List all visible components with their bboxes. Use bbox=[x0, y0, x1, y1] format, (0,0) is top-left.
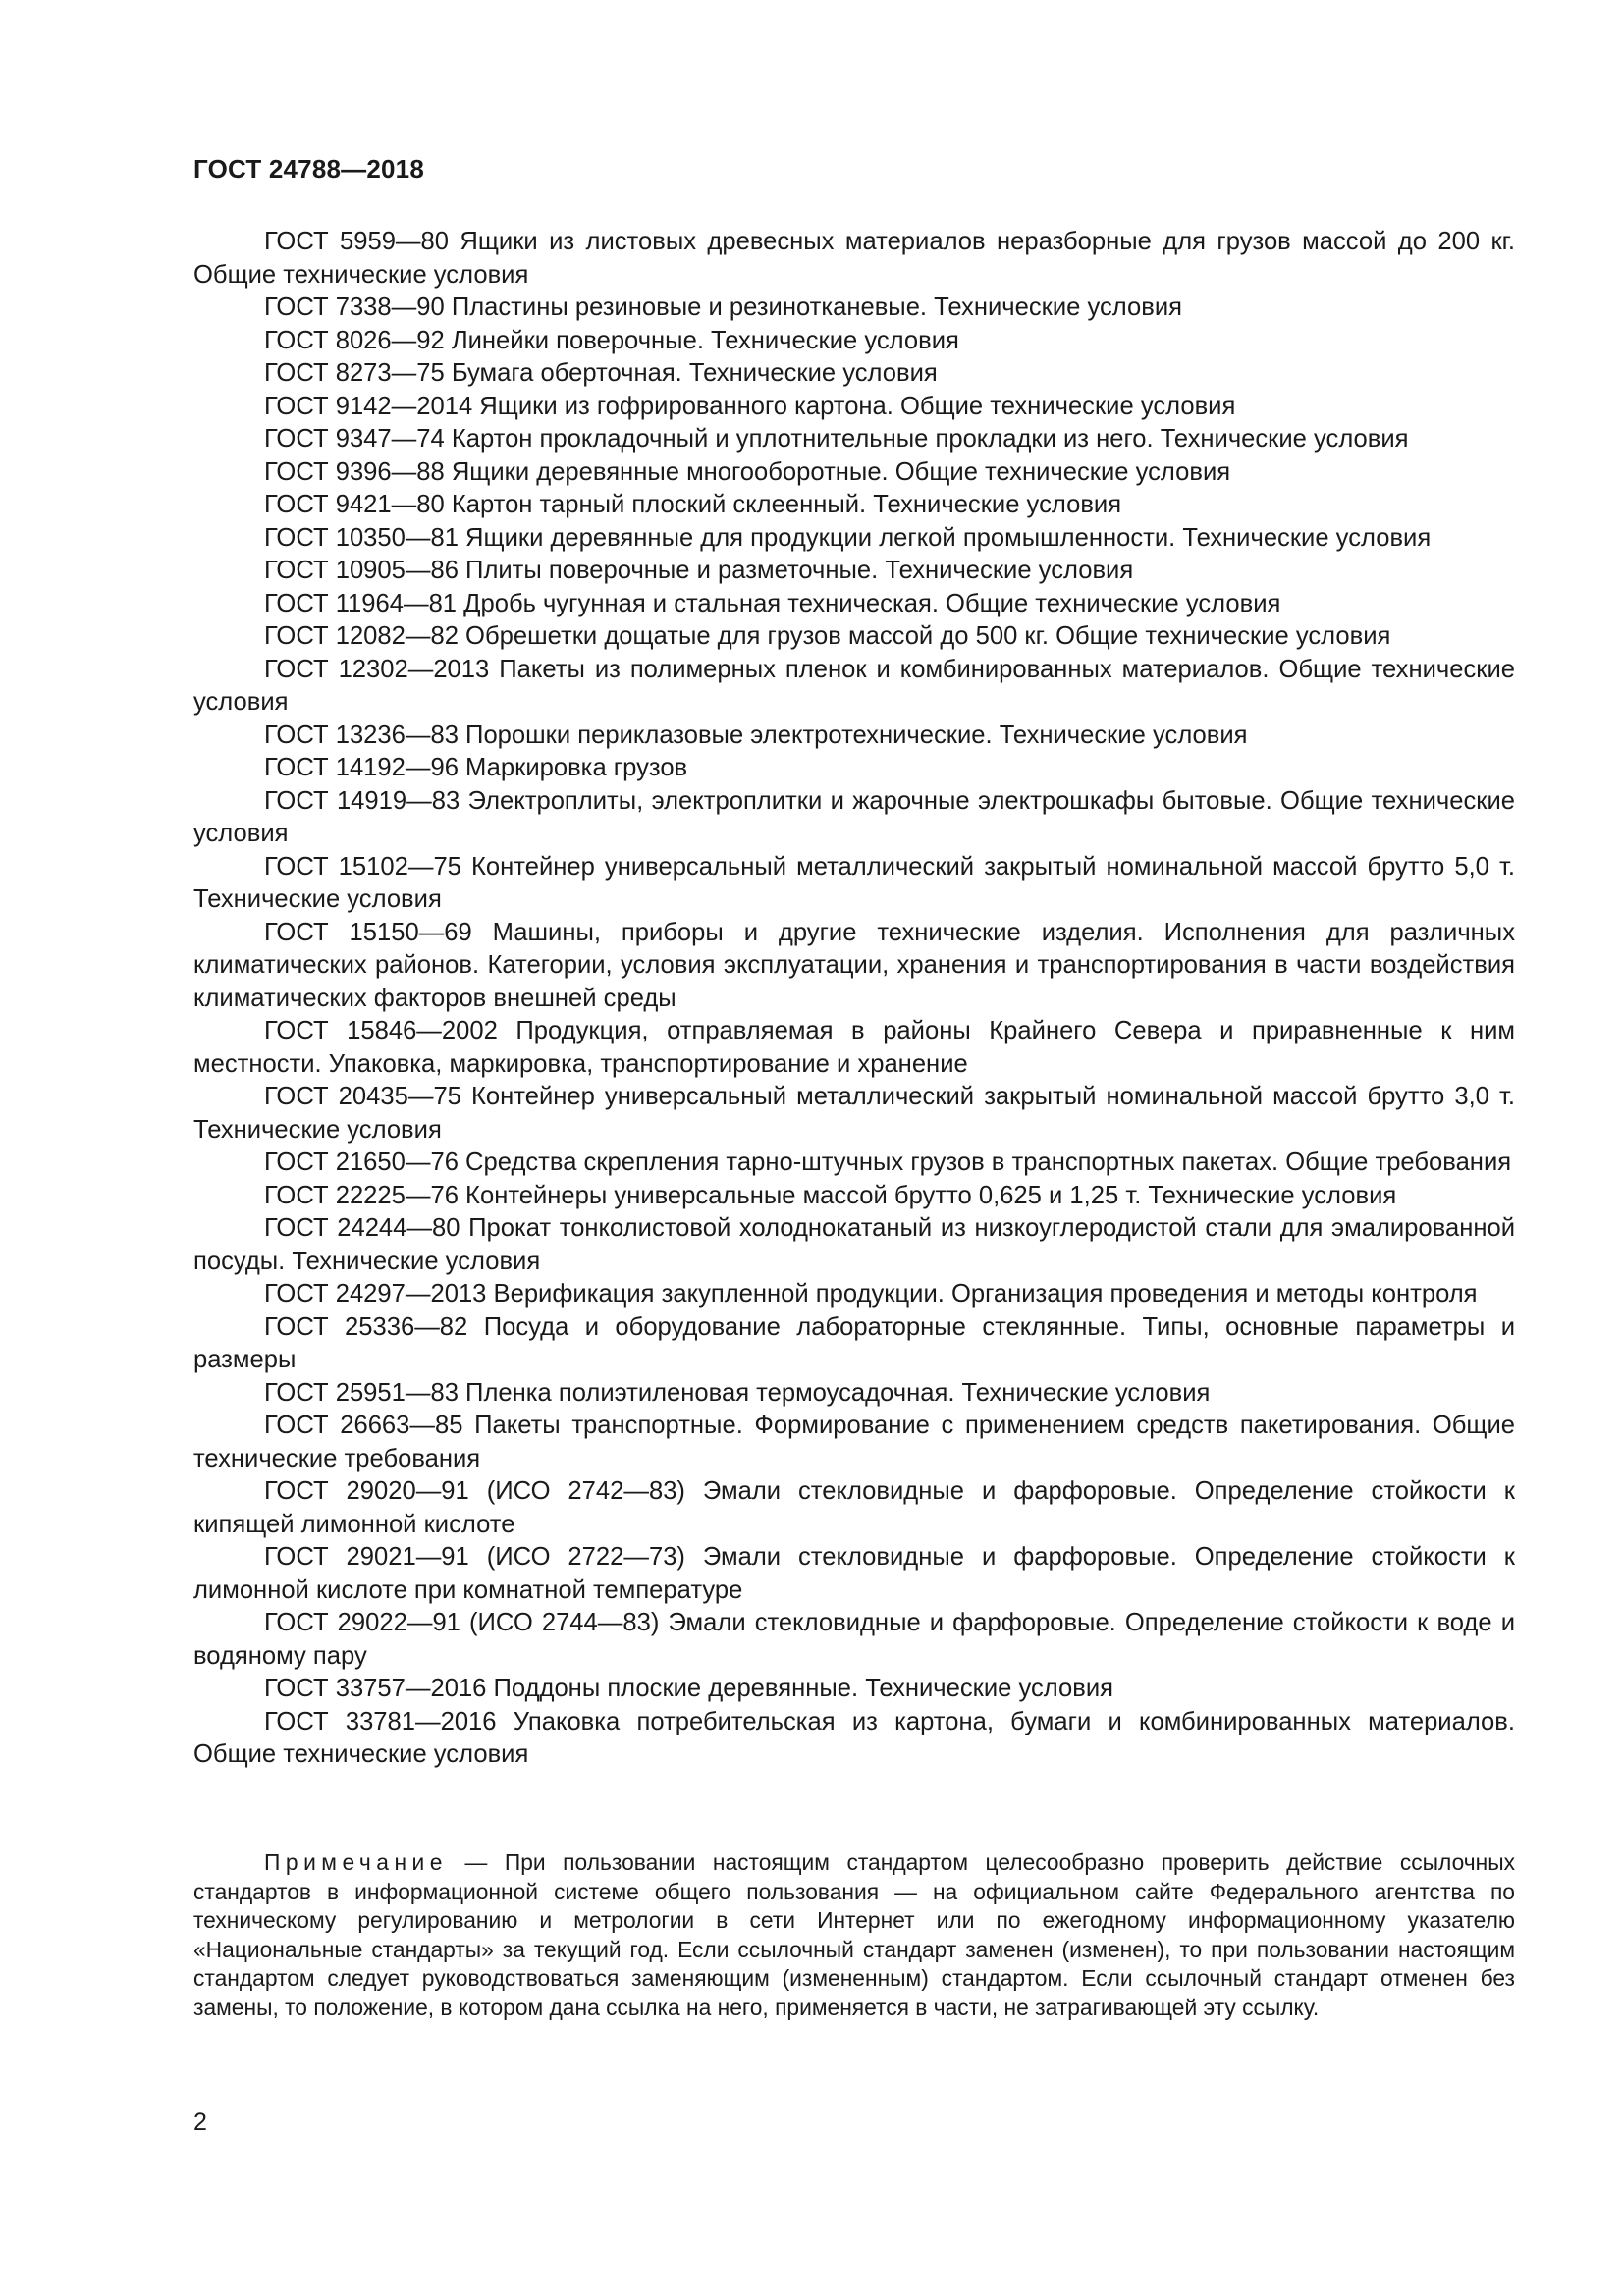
note-paragraph bbox=[193, 1848, 1515, 2022]
reference-item: ГОСТ 14192—96 Маркировка грузов bbox=[264, 754, 688, 781]
reference-item: ГОСТ 33757—2016 Поддоны плоские деревянные. Технические условия bbox=[264, 1675, 1114, 1702]
reference-item: ГОСТ 12082—82 Обрешетки дощатые для грузов массой до 500 кг. Общие технические условия bbox=[264, 622, 1391, 650]
note-label: Примечание bbox=[264, 1849, 448, 1875]
reference-item: ГОСТ 33781—2016 Упаковка потребительская из картона, бумаги и комбинированных материалов. Общие технические условия bbox=[193, 1707, 1515, 1768]
reference-item: ГОСТ 20435—75 Контейнер универсальный металлический закрытый номинальной массой брутто 3,0 т. Технические условия bbox=[193, 1083, 1515, 1144]
reference-item: ГОСТ 9347—74 Картон прокладочный и уплотнительные прокладки из него. Технические условия bbox=[264, 425, 1409, 453]
reference-item: ГОСТ 15846—2002 Продукция, отправляемая в районы Крайнего Севера и приравненные к ним местности. Упаковка, маркировка, транспортирование и хранение bbox=[193, 1017, 1515, 1078]
reference-item: ГОСТ 11964—81 Дробь чугунная и стальная техническая. Общие технические условия bbox=[264, 589, 1281, 617]
reference-item: ГОСТ 5959—80 Ящики из листовых древесных материалов неразборные для грузов массой до 200 кг. Общие технические условия bbox=[193, 228, 1515, 289]
reference-item: ГОСТ 14919—83 Электроплиты, электроплитки и жарочные электрошкафы бытовые. Общие технические условия bbox=[193, 786, 1515, 847]
reference-item: ГОСТ 9421—80 Картон тарный плоский склеенный. Технические условия bbox=[264, 491, 1122, 518]
reference-item: ГОСТ 29021—91 (ИСО 2722—73) Эмали стекловидные и фарфоровые. Определение стойкости к лимонной кислоте при комнатной температуре bbox=[193, 1543, 1515, 1604]
reference-item: ГОСТ 29020—91 (ИСО 2742—83) Эмали стекловидные и фарфоровые. Определение стойкости к кипящей лимонной кислоте bbox=[193, 1477, 1515, 1538]
reference-item: ГОСТ 13236—83 Порошки периклазовые электротехнические. Технические условия bbox=[264, 721, 1248, 749]
reference-item: ГОСТ 22225—76 Контейнеры универсальные массой брутто 0,625 и 1,25 т. Технические условия bbox=[264, 1181, 1397, 1209]
reference-item: ГОСТ 29022—91 (ИСО 2744—83) Эмали стекловидные и фарфоровые. Определение стойкости к воде и водяному пару bbox=[193, 1609, 1515, 1670]
note-text: — При пользовании настоящим стандартом целесообразно проверить действие ссылочных стандартов в информационной системе общего пользования — на официальном сайте Федерального агентства по техническому регулированию и метрологии в сети Интернет или по ежегодному информационному указателю «Национальные стандарты» за текущий год. Если ссылочный стандарт заменен (изменен), то при пользовании настоящим стандартом следует руководствоваться заменяющим (измененным) стандартом. Если ссылочный стандарт отменен без замены, то положение, в котором дана ссылка на него, применяется в части, не затрагивающей эту ссылку. bbox=[193, 1849, 1515, 2020]
reference-item: ГОСТ 8026—92 Линейки поверочные. Технические условия bbox=[264, 326, 959, 354]
reference-item: ГОСТ 10905—86 Плиты поверочные и разметочные. Технические условия bbox=[264, 557, 1134, 584]
reference-item: ГОСТ 7338—90 Пластины резиновые и резинотканевые. Технические условия bbox=[264, 294, 1182, 321]
reference-item: ГОСТ 8273—75 Бумага оберточная. Технические условия bbox=[264, 359, 938, 387]
reference-item: ГОСТ 9396—88 Ящики деревянные многооборотные. Общие технические условия bbox=[264, 457, 1231, 486]
document-header: ГОСТ 24788—2018 bbox=[193, 154, 424, 184]
reference-item: ГОСТ 12302—2013 Пакеты из полимерных пленок и комбинированных материалов. Общие технические условия bbox=[193, 655, 1515, 716]
reference-item: ГОСТ 10350—81 Ящики деревянные для продукции легкой промышленности. Технические условия bbox=[264, 523, 1432, 552]
reference-item: ГОСТ 25951—83 Пленка полиэтиленовая термоусадочная. Технические условия bbox=[264, 1378, 1211, 1407]
reference-item: ГОСТ 15150—69 Машины, приборы и другие технические изделия. Исполнения для различных климатических районов. Категории, условия эксплуатации, хранения и транспортирования в части воздействия климатических факторов внешней среды bbox=[193, 918, 1515, 1012]
reference-item: ГОСТ 26663—85 Пакеты транспортные. Формирование с применением средств пакетирования. Общие технические требования bbox=[193, 1412, 1515, 1472]
page-number: 2 bbox=[193, 2109, 207, 2136]
reference-item: ГОСТ 15102—75 Контейнер универсальный металлический закрытый номинальной массой брутто 5,0 т. Технические условия bbox=[193, 852, 1515, 913]
reference-item: ГОСТ 25336—82 Посуда и оборудование лабораторные стеклянные. Типы, основные параметры и размеры bbox=[193, 1312, 1515, 1373]
reference-item: ГОСТ 21650—76 Средства скрепления тарно-штучных грузов в транспортных пакетах. Общие требования bbox=[264, 1148, 1512, 1176]
reference-item: ГОСТ 9142—2014 Ящики из гофрированного картона. Общие технические условия bbox=[264, 392, 1236, 420]
reference-item: ГОСТ 24297—2013 Верификация закупленной продукции. Организация проведения и методы контроля bbox=[264, 1280, 1478, 1308]
reference-item: ГОСТ 24244—80 Прокат тонколистовой холоднокатаный из низкоуглеродистой стали для эмалированной посуды. Технические условия bbox=[193, 1214, 1515, 1275]
normative-references-list bbox=[193, 226, 1515, 1772]
